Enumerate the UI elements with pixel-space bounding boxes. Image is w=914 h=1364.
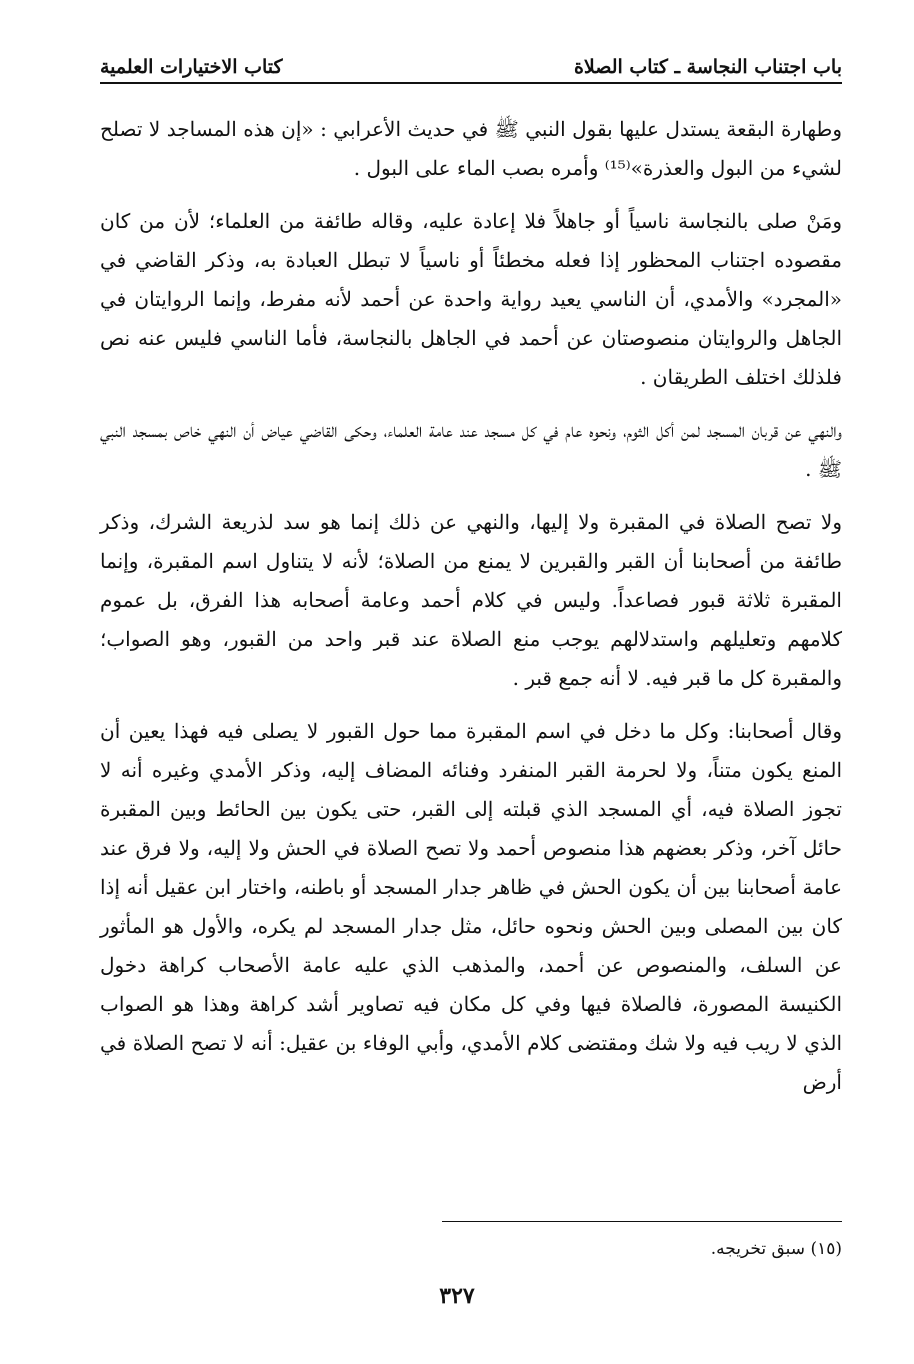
paragraph: وطهارة البقعة يستدل عليها بقول النبي ﷺ في حديث الأعرابي : «إن هذه المساجد لا تصلح لشيء من البول والعذرة»⁽¹⁵⁾ وأمره بصب الماء على البول .: [100, 117, 842, 180]
footnote-divider: [442, 1221, 842, 1222]
chapter-heading: باب اجتناب النجاسة ـ كتاب الصلاة: [573, 56, 842, 78]
main-text: [100, 110, 842, 1116]
book-title: كتاب الاختيارات العلمية: [100, 56, 283, 78]
page-number: ٣٢٧: [439, 1283, 475, 1309]
paragraph: ومَنْ صلى بالنجاسة ناسياً أو جاهلاً فلا إعادة عليه، وقاله طائفة من العلماء؛ لأن من كان مقصوده اجتناب المحظور إذا فعله مخطئاً أو ناسياً لا تبطل العبادة به، وذكر القاضي في «المجرد» والأمدي، أن الناسي يعيد رواية واحدة عن أحمد لأنه مفرط، وإنما الروايتان في الجاهل والروايتان منصوصتان عن أحمد في الجاهل بالنجاسة، فأما الناسي فليس عنه نص فلذلك اختلف الطريقان .: [100, 209, 842, 389]
footnote: (١٥) سبق تخريجه.: [710, 1239, 842, 1259]
paragraph: والنهي عن قربان المسجد لمن أكل الثوم، ونحوه عام في كل مسجد عند عامة العلماء، وحكى القاضي عياض أن النهي خاص بمسجد النبي ﷺ .: [100, 418, 842, 481]
paragraph: وقال أصحابنا: وكل ما دخل في اسم المقبرة مما حول القبور لا يصلى فيه فهذا يعين أن المنع يكون متناً، ولا لحرمة القبر المنفرد وفنائه المضاف إليه، وذكر الأمدي وغيره أنه لا تجوز الصلاة فيه، أي المسجد الذي قبلته إلى القبر، حتى يكون بين الحائط وبين المقبرة حائل آخر، وذكر بعضهم هذا منصوص أحمد ولا تصح الصلاة في الحش ولا إليه، ولا فرق عند عامة أصحابنا بين أن يكون الحش في ظاهر جدار المسجد أو باطنه، واختار ابن عقيل أنه إذا كان بين المصلى وبين الحش ونحوه حائل، مثل جدار المسجد لم يكره، والأول هو المأثور عن السلف، والمنصوص عن أحمد، والمذهب الذي عليه عامة الأصحاب كراهة دخول الكنيسة المصورة، فالصلاة فيها وفي كل مكان فيه تصاوير أشد كراهة وهذا هو الصواب الذي لا ريب فيه ولا شك ومقتضى كلام الأمدي، وأبي الوفاء بن عقيل: أنه لا تصح الصلاة في أرض: [100, 719, 842, 1094]
paragraph: ولا تصح الصلاة في المقبرة ولا إليها، والنهي عن ذلك إنما هو سد لذريعة الشرك، وذكر طائفة من أصحابنا أن القبر والقبرين لا يمنع من الصلاة؛ لأنه لا يتناول اسم المقبرة، وإنما المقبرة ثلاثة قبور فصاعداً. وليس في كلام أحمد وعامة أصحابه هذا الفرق، بل عموم كلامهم وتعليلهم واستدلالهم يوجب منع الصلاة عند قبر واحد من القبور، وهو الصواب؛ والمقبرة كل ما قبر فيه. لا أنه جمع قبر .: [100, 510, 842, 690]
running-header: [100, 46, 842, 84]
